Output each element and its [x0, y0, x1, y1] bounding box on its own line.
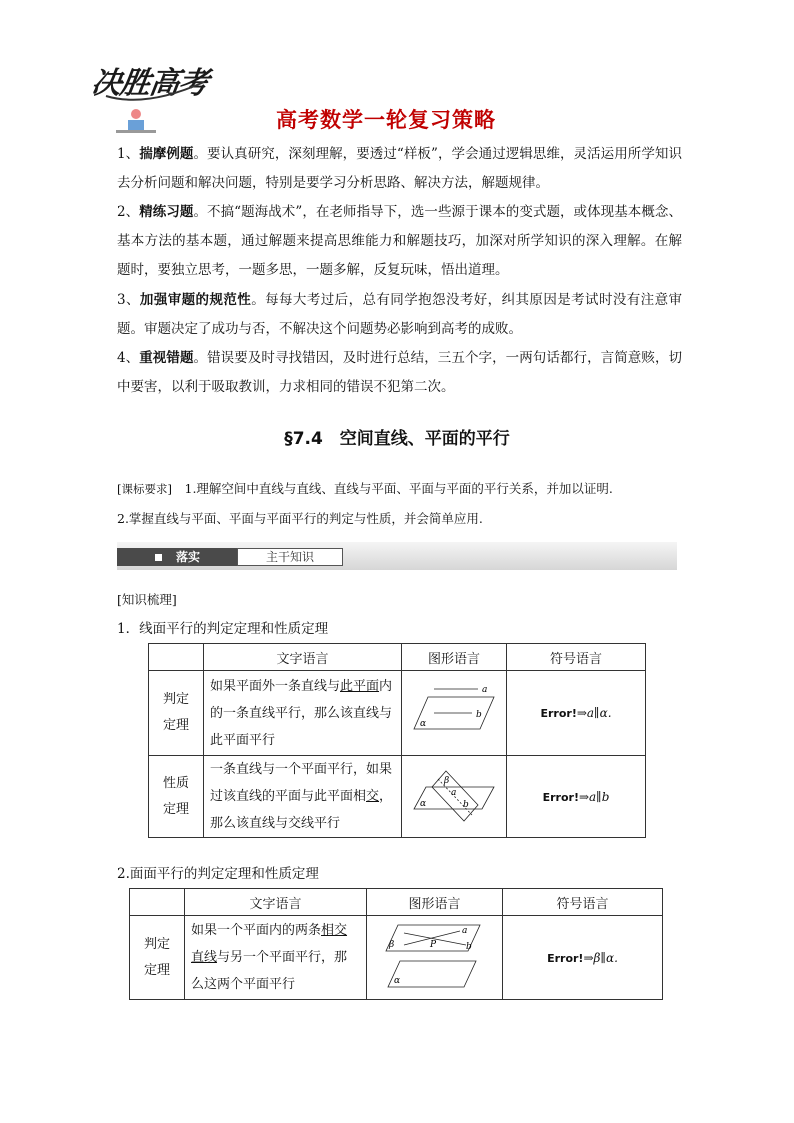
table-header: 符号语言 [503, 889, 663, 916]
table1-caption: 1．线面平行的判定定理和性质定理 [117, 621, 329, 637]
table-header: 文字语言 [185, 889, 367, 916]
row-name: 判定定理 [130, 916, 185, 1000]
table-header: 图形语言 [402, 644, 507, 671]
table-plane-plane [129, 888, 663, 1000]
requirement-2: 2.掌握直线与平面、平面与平面平行的判定与性质，并会简单应用. [117, 511, 483, 526]
label-beta: β [444, 775, 450, 786]
logo-graphic [86, 56, 216, 136]
tip-body: 。错误要及时寻找错因，及时进行总结，三五个字，一两句话都行，言简意赅，切中要害，以利于吸取教训，力求相同的错误不犯第二次。 [117, 350, 683, 395]
tip-3 [117, 286, 682, 344]
tip-number: 4、 [117, 350, 140, 366]
row-symbol: Error!⇒a∥b [507, 756, 646, 838]
row-figure [402, 671, 507, 756]
row-figure [367, 916, 503, 1000]
tip-number: 1、 [117, 146, 140, 162]
label-alpha: α [420, 798, 427, 809]
knowledge-tag: [知识梳理] [117, 592, 177, 607]
tip-heading: 精练习题 [139, 204, 194, 220]
tip-4 [117, 344, 682, 402]
two-parallel-planes-figure [380, 919, 490, 993]
row-text: 如果平面外一条直线与此平面内的一条直线平行，那么该直线与此平面平行 [204, 671, 402, 756]
row-symbol: Error!⇒a∥α. [507, 671, 646, 756]
tip-number: 3、 [117, 292, 140, 308]
label-alpha: α [420, 719, 427, 729]
table-row [149, 671, 646, 756]
table2-caption: 2.面面平行的判定定理和性质定理 [117, 866, 319, 882]
section-bar [117, 542, 677, 570]
page-title: 高考数学一轮复习策略 [276, 108, 496, 132]
tip-2 [117, 198, 682, 285]
label-a: a [451, 787, 457, 798]
section-title: §7.4 空间直线、平面的平行 [284, 429, 510, 449]
parallelogram-line-figure [406, 681, 502, 741]
label-b: b [476, 710, 482, 720]
table-header: 图形语言 [367, 889, 503, 916]
tip-number: 2、 [117, 204, 140, 220]
table-header [130, 889, 185, 916]
tip-heading: 重视错题 [139, 350, 194, 366]
intersecting-planes-figure [406, 765, 502, 825]
bar-tab-main-knowledge: 主干知识 [237, 548, 343, 566]
table-header: 符号语言 [507, 644, 646, 671]
tip-heading: 揣摩例题 [139, 146, 194, 162]
curriculum-requirements [117, 474, 682, 534]
label-a: a [482, 685, 488, 695]
table-header [149, 644, 204, 671]
table-row [149, 756, 646, 838]
logo [86, 56, 216, 136]
table-header: 文字语言 [204, 644, 402, 671]
row-symbol: Error!⇒β∥α. [503, 916, 663, 1000]
label-alpha: α [393, 975, 400, 986]
label-b: b [463, 799, 469, 810]
logo-text: 决胜高考 [89, 66, 210, 101]
label-a: a [461, 925, 467, 936]
table-line-plane [148, 643, 646, 838]
label-b: b [465, 941, 472, 952]
bar-tab-implement: 落实 [117, 548, 237, 566]
requirements-tag: [课标要求] [117, 482, 172, 496]
row-figure [402, 756, 507, 838]
row-text: 如果一个平面内的两条相交直线与另一个平面平行，那么这两个平面平行 [185, 916, 367, 1000]
requirement-1: 1.理解空间中直线与直线、直线与平面、平面与平面的平行关系，并加以证明. [184, 481, 613, 496]
row-text: 一条直线与一个平面平行，如果过该直线的平面与此平面相交，那么该直线与交线平行 [204, 756, 402, 838]
row-name: 判定定理 [149, 671, 204, 756]
tip-heading: 加强审题的规范性 [139, 292, 252, 308]
tip-1 [117, 140, 682, 198]
label-P: P [429, 939, 436, 950]
row-name: 性质定理 [149, 756, 204, 838]
tip-body: 。不搞“题海战术”，在老师指导下，选一些源于课本的变式题，或体现基本概念、基本方法的基本题，通过解题来提高思维能力和解题技巧，加深对所学知识的深入理解。在解题时，要独立思考，一题多思，一题多解，反复玩味，悟出道理。 [117, 204, 682, 278]
tip-body: 。要认真研究，深刻理解，要透过“样板”，学会通过逻辑思维，灵活运用所学知识去分析问题和解决问题，特别是要学习分析思路、解决方法，解题规律。 [117, 146, 682, 191]
label-beta: β [388, 939, 394, 950]
tip-body: 。每每大考过后，总有同学抱怨没考好，纠其原因是考试时没有注意审题。审题决定了成功与否，不解决这个问题势必影响到高考的成败。 [117, 292, 683, 337]
square-icon [155, 554, 162, 561]
table-row [130, 916, 663, 1000]
